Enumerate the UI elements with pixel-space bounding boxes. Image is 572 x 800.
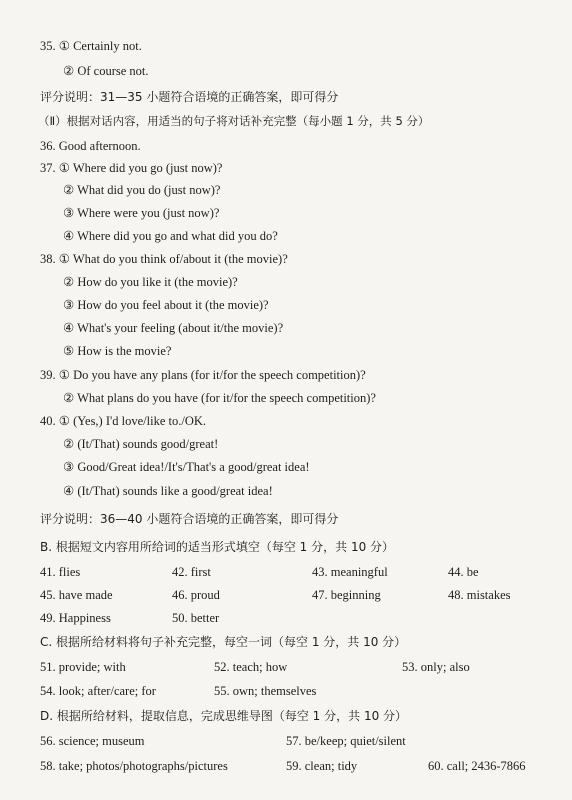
q38 xyxy=(40,251,288,267)
q40-number: 40. xyxy=(40,414,56,428)
q37 xyxy=(40,160,222,176)
q37-option-3: ③ Where were you (just now)? xyxy=(63,206,220,220)
answer-47: 47. beginning xyxy=(312,588,381,602)
answer-59: 59. clean; tidy xyxy=(286,759,358,773)
q35-option-1: ① Certainly not. xyxy=(58,39,142,53)
answer-60: 60. call; 2436-7866 xyxy=(428,759,526,773)
answer-56: 56. science; museum xyxy=(40,734,145,748)
answer-45: 45. have made xyxy=(40,588,113,602)
answer-46: 46. proud xyxy=(172,588,220,602)
answer-48: 48. mistakes xyxy=(448,588,511,602)
answer-58: 58. take; photos/photographs/pictures xyxy=(40,759,228,773)
q38-option-1: ① What do you think of/about it (the movie)? xyxy=(58,252,288,266)
q38-number: 38. xyxy=(40,252,56,266)
q40-option-4: ④ (It/That) sounds like a good/great idea! xyxy=(63,484,273,498)
answer-43: 43. meaningful xyxy=(312,565,388,579)
q38-option-3: ③ How do you feel about it (the movie)? xyxy=(63,298,269,312)
answer-49: 49. Happiness xyxy=(40,611,111,625)
section-ii-heading: （Ⅱ）根据对话内容，用适当的句子将对话补充完整（每小题 1 分，共 5 分） xyxy=(38,114,430,128)
section-c-heading: C. 根据所给材料将句子补充完整，每空一词（每空 1 分，共 10 分） xyxy=(40,635,407,649)
q40 xyxy=(40,413,206,429)
q37-option-2: ② What did you do (just now)? xyxy=(63,183,221,197)
answer-57: 57. be/keep; quiet/silent xyxy=(286,734,406,748)
q36-number: 36. xyxy=(40,139,56,153)
q36 xyxy=(40,138,141,154)
scoring-note-36-40: 评分说明：36—40 小题符合语境的正确答案，即可得分 xyxy=(40,512,339,526)
q38-option-4: ④ What's your feeling (about it/the movie)? xyxy=(63,321,284,335)
q39-option-1: ① Do you have any plans (for it/for the speech competition)? xyxy=(58,368,366,382)
q37-option-4: ④ Where did you go and what did you do? xyxy=(63,229,278,243)
q39 xyxy=(40,367,366,383)
q36-text: Good afternoon. xyxy=(58,139,141,153)
answer-51: 51. provide; with xyxy=(40,660,126,674)
answer-54: 54. look; after/care; for xyxy=(40,684,156,698)
answer-52: 52. teach; how xyxy=(214,660,288,674)
q39-option-2: ② What plans do you have (for it/for the speech competition)? xyxy=(63,391,376,405)
answer-42: 42. first xyxy=(172,565,211,579)
q40-option-1: ① (Yes,) I'd love/like to./OK. xyxy=(58,414,206,428)
answer-53: 53. only; also xyxy=(402,660,470,674)
answer-44: 44. be xyxy=(448,565,479,579)
q35-number: 35. xyxy=(40,39,56,53)
q40-option-3: ③ Good/Great idea!/It's/That's a good/great idea! xyxy=(63,460,310,474)
section-b-heading: B. 根据短文内容用所给词的适当形式填空（每空 1 分，共 10 分） xyxy=(40,540,395,554)
q38-option-2: ② How do you like it (the movie)? xyxy=(63,275,238,289)
answer-55: 55. own; themselves xyxy=(214,684,317,698)
q37-option-1: ① Where did you go (just now)? xyxy=(58,161,223,175)
answer-41: 41. flies xyxy=(40,565,81,579)
scoring-note-31-35: 评分说明：31—35 小题符合语境的正确答案，即可得分 xyxy=(40,90,339,104)
section-d-heading: D. 根据所给材料，提取信息，完成思维导图（每空 1 分，共 10 分） xyxy=(40,709,408,723)
q39-number: 39. xyxy=(40,368,56,382)
answer-50: 50. better xyxy=(172,611,220,625)
q38-option-5: ⑤ How is the movie? xyxy=(63,344,172,358)
q40-option-2: ② (It/That) sounds good/great! xyxy=(63,437,219,451)
q35 xyxy=(40,38,142,54)
q35-option-2: ② Of course not. xyxy=(63,64,149,78)
q37-number: 37. xyxy=(40,161,56,175)
